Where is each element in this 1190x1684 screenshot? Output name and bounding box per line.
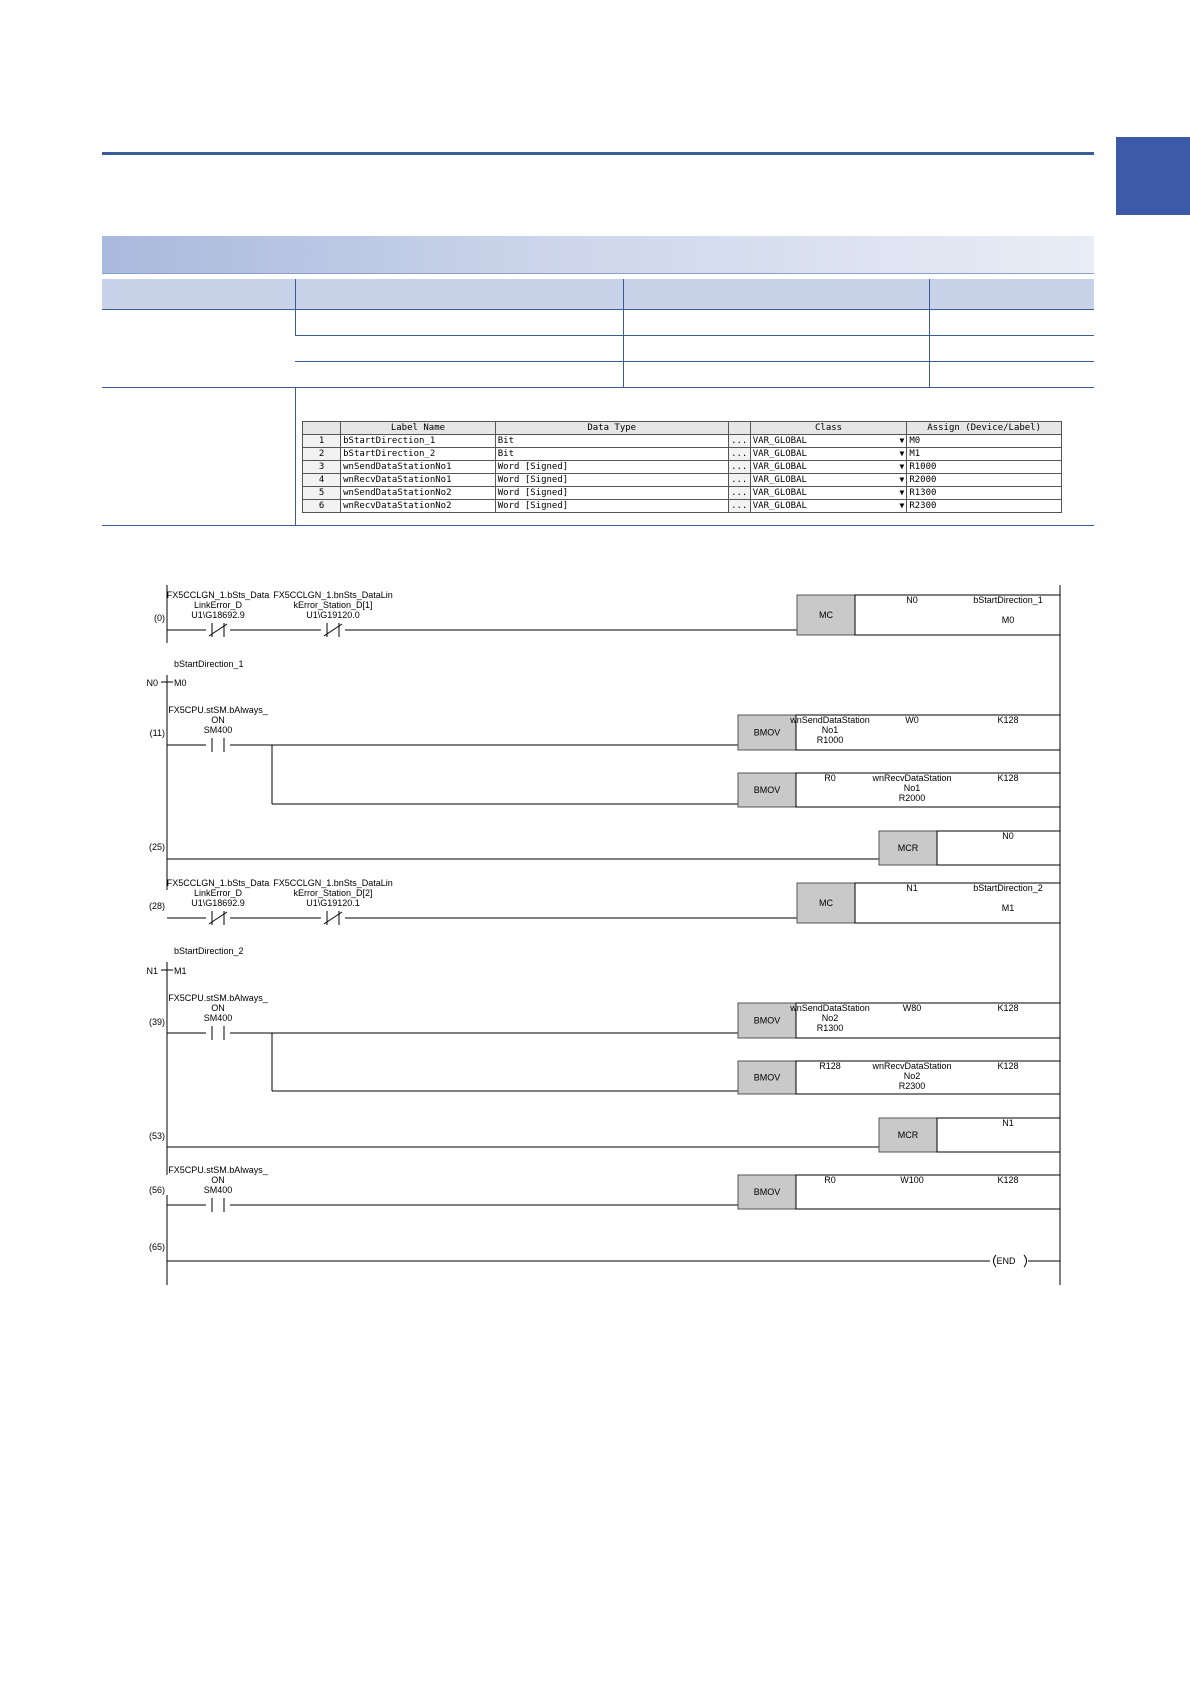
label-type-browse-button[interactable] <box>728 461 750 474</box>
contact-label: FX5CPU.stSM.bAlways_ <box>168 1165 268 1175</box>
label-type-browse-button-text: ... <box>731 488 748 498</box>
instruction-name: BMOV <box>753 1015 781 1026</box>
label-type-cell-text: Word [Signed] <box>497 501 569 511</box>
operand-text: R1300 <box>816 1023 844 1033</box>
label-row-number-text: 2 <box>318 449 325 459</box>
instruction-name: BMOV <box>753 1187 781 1197</box>
label-assign-cell <box>907 461 1062 474</box>
label-assign-cell <box>907 474 1062 487</box>
spec-header-cell <box>929 279 1094 310</box>
chevron-down-icon[interactable]: ▼ <box>899 436 905 445</box>
label-row-number <box>303 461 341 474</box>
contact-label: SM400 <box>203 725 233 735</box>
chevron-down-icon[interactable]: ▼ <box>899 488 905 497</box>
label-type-cell <box>495 474 728 487</box>
step-number: (28) <box>148 901 165 911</box>
operand-text: R2300 <box>898 1081 926 1091</box>
contact-label: LinkError_D <box>193 888 243 898</box>
label-assign-cell-text: M1 <box>909 449 921 459</box>
label-assign-cell-text: R2300 <box>909 501 937 511</box>
spec-cell <box>929 362 1094 388</box>
label-type-browse-button-text: ... <box>731 475 748 485</box>
contact-label: ON <box>211 715 225 725</box>
spec-header-cell <box>102 279 295 310</box>
label-class-cell-text: VAR_GLOBAL <box>752 436 807 446</box>
operand-text: bStartDirection_2 <box>973 883 1043 893</box>
label-header-type: Data Type <box>495 422 728 435</box>
chevron-down-icon[interactable]: ▼ <box>899 462 905 471</box>
contact-label: kError_Station_D[2] <box>293 888 373 898</box>
label-row-number-text: 4 <box>318 475 325 485</box>
spec-header-cell <box>295 279 623 310</box>
label-row-number <box>303 487 341 500</box>
label-row-number <box>303 448 341 461</box>
operand-text: wnSendDataStation <box>790 715 870 725</box>
label-name-cell <box>341 500 496 513</box>
ladder-diagram <box>140 585 1070 1285</box>
label-row-number <box>303 474 341 487</box>
contact-label: FX5CCLGN_1.bnSts_DataLin <box>273 590 393 600</box>
label-header-class: Class <box>750 422 907 435</box>
operand-box <box>937 1118 1060 1152</box>
label-type-cell <box>495 448 728 461</box>
label-type-browse-button-text: ... <box>731 449 748 459</box>
label-row[interactable] <box>303 500 1062 513</box>
step-number: (11) <box>149 728 165 738</box>
section-band <box>102 236 1094 273</box>
instruction-name: BMOV <box>753 727 781 738</box>
label-header-blank <box>303 422 341 435</box>
operand-text: R0 <box>824 1175 836 1185</box>
chapter-tab <box>1116 137 1190 215</box>
label-name-cell <box>341 448 496 461</box>
label-assign-cell-text: M0 <box>909 436 921 446</box>
label-class-cell[interactable] <box>750 474 907 487</box>
label-row[interactable] <box>303 435 1062 448</box>
label-name-cell-text: bStartDirection_2 <box>343 449 436 459</box>
contact-label: U1\G19120.1 <box>306 898 360 908</box>
label-type-browse-button[interactable] <box>728 435 750 448</box>
step-number: (0) <box>154 613 165 623</box>
label-type-cell-text: Word [Signed] <box>497 475 569 485</box>
label-class-cell-text: VAR_GLOBAL <box>752 488 807 498</box>
contact-label: SM400 <box>203 1185 233 1195</box>
label-header-blank <box>728 422 750 435</box>
operand-text: R128 <box>819 1061 841 1071</box>
label-assign-cell <box>907 487 1062 500</box>
label-row-number-text: 5 <box>318 488 325 498</box>
spec-header-row <box>102 279 1094 310</box>
contact-label: LinkError_D <box>193 600 243 610</box>
spec-cell <box>623 362 929 388</box>
spec-cell <box>295 336 623 362</box>
label-row-number <box>303 435 341 448</box>
nesting-label: bStartDirection_2 <box>174 946 244 956</box>
label-class-cell-text: VAR_GLOBAL <box>752 449 807 459</box>
step-number: (65) <box>148 1242 165 1252</box>
spec-cell <box>295 362 623 388</box>
contact-label: kError_Station_D[1] <box>293 600 373 610</box>
label-class-cell-text: VAR_GLOBAL <box>752 475 807 485</box>
label-row-number <box>303 500 341 513</box>
operand-text: N1 <box>906 883 918 893</box>
spec-cell <box>929 336 1094 362</box>
label-type-browse-button[interactable] <box>728 448 750 461</box>
label-class-cell[interactable] <box>750 500 907 513</box>
label-row-number-text: 6 <box>318 501 325 511</box>
nesting-number: N1 <box>146 966 158 976</box>
instruction-name: BMOV <box>753 785 781 795</box>
label-class-cell[interactable] <box>750 448 907 461</box>
label-name-cell-text: bStartDirection_1 <box>343 436 436 446</box>
label-class-cell[interactable] <box>750 435 907 448</box>
label-header-name: Label Name <box>341 422 496 435</box>
operand-text: No2 <box>821 1013 839 1023</box>
end-bracket <box>1024 1255 1027 1267</box>
contact-label: SM400 <box>203 1013 233 1023</box>
chevron-down-icon[interactable]: ▼ <box>899 475 905 484</box>
step-number: (56) <box>148 1185 165 1195</box>
nesting-number: N0 <box>146 678 158 688</box>
contact-label: FX5CPU.stSM.bAlways_ <box>168 993 268 1003</box>
spec-cell <box>102 388 295 526</box>
label-row[interactable] <box>303 474 1062 487</box>
end-instruction: END <box>996 1256 1016 1266</box>
label-type-browse-button-text: ... <box>731 501 748 511</box>
contact-label: U1\G18692.9 <box>191 898 245 908</box>
label-header-assign: Assign (Device/Label) <box>907 422 1062 435</box>
instruction-name: MCR <box>897 1130 919 1140</box>
label-name-cell <box>341 461 496 474</box>
label-assign-cell-text: R1000 <box>909 462 937 472</box>
operand-text: K128 <box>997 1175 1019 1185</box>
label-type-browse-button[interactable] <box>728 487 750 500</box>
section-band-line <box>102 273 1094 274</box>
operand-text: R2000 <box>898 793 926 803</box>
label-class-cell-text: VAR_GLOBAL <box>752 501 807 511</box>
label-type-browse-button[interactable] <box>728 474 750 487</box>
instruction-name: MC <box>819 610 833 620</box>
operand-text: N1 <box>1002 1118 1014 1128</box>
label-row-number-text: 1 <box>318 436 325 446</box>
contact-label: U1\G18692.9 <box>191 610 245 620</box>
operand-text: M1 <box>1001 903 1015 913</box>
label-row[interactable] <box>303 487 1062 500</box>
label-name-cell-text: wnRecvDataStationNo2 <box>343 501 452 511</box>
label-class-cell-text: VAR_GLOBAL <box>752 462 807 472</box>
contact-label: FX5CCLGN_1.bSts_Data <box>166 590 270 600</box>
label-type-browse-button-text: ... <box>731 462 748 472</box>
label-assign-cell <box>907 448 1062 461</box>
label-name-cell <box>341 435 496 448</box>
label-assign-cell <box>907 435 1062 448</box>
label-assign-cell-text: R1300 <box>909 488 937 498</box>
label-type-cell <box>495 487 728 500</box>
label-name-cell-text: wnSendDataStationNo2 <box>343 488 452 498</box>
label-assign-cell <box>907 500 1062 513</box>
operand-text: No1 <box>821 725 839 735</box>
label-class-cell[interactable] <box>750 487 907 500</box>
operand-text: K128 <box>997 773 1019 783</box>
spec-cell <box>929 310 1094 336</box>
operand-text: No1 <box>903 783 921 793</box>
contact-label: FX5CPU.stSM.bAlways_ <box>168 705 268 715</box>
operand-text: W100 <box>900 1175 924 1185</box>
step-number: (53) <box>148 1131 165 1141</box>
spec-cell <box>295 310 623 336</box>
operand-text: bStartDirection_1 <box>973 595 1043 605</box>
step-number: (39) <box>148 1017 165 1027</box>
instruction-name: MCR <box>897 843 919 853</box>
operand-text: R1000 <box>816 735 844 745</box>
label-type-cell-text: Word [Signed] <box>497 462 569 472</box>
operand-text: N0 <box>906 595 918 605</box>
chevron-down-icon[interactable]: ▼ <box>899 501 905 510</box>
contact-label: ON <box>211 1003 225 1013</box>
nesting-label: bStartDirection_1 <box>174 659 244 669</box>
operand-text: wnRecvDataStation <box>872 1061 952 1071</box>
operand-text: R0 <box>824 773 836 783</box>
contact-label: ON <box>211 1175 225 1185</box>
label-type-cell-text: Word [Signed] <box>497 488 569 498</box>
operand-text: M0 <box>1001 615 1015 625</box>
label-class-cell[interactable] <box>750 461 907 474</box>
operand-text: K128 <box>997 1061 1019 1071</box>
spec-row <box>102 310 1094 336</box>
label-type-browse-button[interactable] <box>728 500 750 513</box>
instruction-name: MC <box>819 898 833 908</box>
label-name-cell-text: wnSendDataStationNo1 <box>343 462 452 472</box>
label-type-cell <box>495 435 728 448</box>
label-assign-cell-text: R2000 <box>909 475 937 485</box>
instruction-name: BMOV <box>753 1072 781 1083</box>
spec-cell <box>102 310 295 388</box>
label-row-number-text: 3 <box>318 462 325 472</box>
operand-text: K128 <box>997 715 1019 725</box>
operand-text: W80 <box>902 1003 922 1013</box>
section-rule <box>102 152 1094 155</box>
chevron-down-icon[interactable]: ▼ <box>899 449 905 458</box>
spec-cell <box>623 310 929 336</box>
label-type-cell <box>495 461 728 474</box>
label-table-header <box>303 422 1062 435</box>
label-row[interactable] <box>303 448 1062 461</box>
label-type-cell-text: Bit <box>497 449 515 459</box>
label-type-cell-text: Bit <box>497 436 515 446</box>
operand-text: K128 <box>997 1003 1019 1013</box>
nesting-device: M0 <box>174 678 187 688</box>
label-name-cell <box>341 487 496 500</box>
operand-text: No2 <box>903 1071 921 1081</box>
operand-text: N0 <box>1002 831 1014 841</box>
operand-box <box>937 831 1060 865</box>
label-type-browse-button-text: ... <box>731 436 748 446</box>
operand-text: wnRecvDataStation <box>872 773 952 783</box>
global-label-table <box>302 421 1062 513</box>
label-row[interactable] <box>303 461 1062 474</box>
contact-label: U1\G19120.0 <box>306 610 360 620</box>
nesting-device: M1 <box>174 966 187 976</box>
spec-cell <box>623 336 929 362</box>
step-number: (25) <box>148 842 165 852</box>
label-name-cell-text: wnRecvDataStationNo1 <box>343 475 452 485</box>
contact-label: FX5CCLGN_1.bSts_Data <box>166 878 270 888</box>
spec-header-cell <box>623 279 929 310</box>
label-name-cell <box>341 474 496 487</box>
label-type-cell <box>495 500 728 513</box>
contact-label: FX5CCLGN_1.bnSts_DataLin <box>273 878 393 888</box>
operand-text: wnSendDataStation <box>790 1003 870 1013</box>
operand-text: W0 <box>905 715 919 725</box>
